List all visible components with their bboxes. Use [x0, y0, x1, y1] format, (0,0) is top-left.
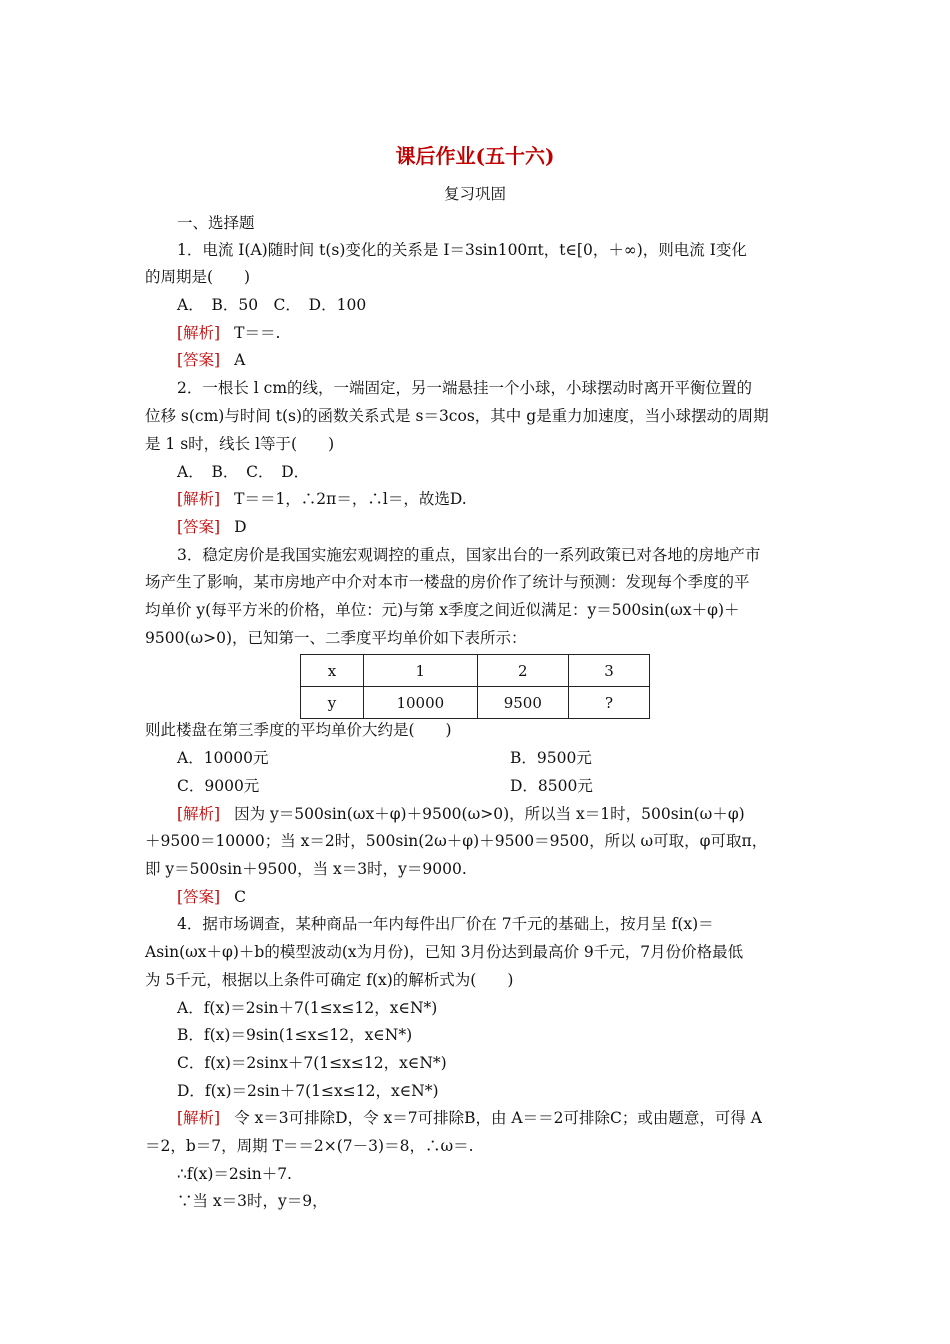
q2-stem-line1: 2．一根长 l cm的线，一端固定，另一端悬挂一个小球，小球摆动时离开平衡位置的	[177, 379, 753, 397]
table-cell: 1	[364, 655, 478, 687]
q3-answer	[177, 887, 246, 907]
table-row	[301, 687, 650, 719]
analysis-label: [解析]	[177, 490, 221, 508]
table-cell: y	[301, 687, 364, 719]
table-cell: 10000	[364, 687, 478, 719]
q4-analysis-line1	[177, 1108, 762, 1128]
section-heading: 一、选择题	[177, 214, 255, 232]
q1-stem-line2: 的周期是( )	[145, 268, 251, 286]
q3-stem-line1: 3．稳定房价是我国实施宏观调控的重点，国家出台的一系列政策已对各地的房地产市	[177, 546, 761, 564]
answer-label: [答案]	[177, 351, 221, 369]
q1-answer-text: A	[234, 351, 246, 369]
q2-analysis	[177, 489, 467, 509]
q2-analysis-text: T＝＝1，∴2π＝，∴l＝，故选D.	[234, 490, 467, 508]
q2-answer	[177, 517, 247, 537]
q3-option-d: D．8500元	[510, 777, 593, 795]
q2-answer-text: D	[234, 518, 247, 536]
q3-stem-line4: 9500(ω>0)，已知第一、二季度平均单价如下表所示：	[145, 629, 527, 647]
q3-analysis-line2: ＋9500＝10000；当 x＝2时，500sin(2ω＋φ)＋9500＝9500，所以 ω可取，φ可取π，	[145, 832, 768, 850]
analysis-label: [解析]	[177, 324, 221, 342]
q3-analysis-line3: 即 y＝500sin＋9500，当 x＝3时，y＝9000.	[145, 860, 467, 878]
q3-analysis-text: 因为 y＝500sin(ωx＋φ)＋9500(ω>0)，所以当 x＝1时，500sin(ω＋φ)	[234, 805, 745, 823]
q1-analysis	[177, 323, 280, 343]
table-row	[301, 655, 650, 687]
q1-analysis-text: T＝＝.	[234, 324, 281, 342]
q1-options: A． B．50 C． D．100	[177, 296, 367, 314]
q3-option-c: C．9000元	[177, 777, 260, 795]
table-cell: x	[301, 655, 364, 687]
q4-analysis-line2: ＝2，b＝7，周期 T＝＝2×(7－3)＝8，∴ω＝.	[145, 1137, 474, 1155]
q2-options: A． B． C． D．	[177, 463, 310, 481]
table-cell: 3	[569, 655, 650, 687]
q4-analysis-line3: ∴f(x)＝2sin＋7.	[177, 1165, 292, 1183]
q3-answer-text: C	[234, 888, 246, 906]
q1-stem-line1: 1．电流 I(A)随时间 t(s)变化的关系是 I＝3sin100πt，t∈[0，＋∞)，则电流 I变化	[177, 241, 747, 259]
q3-option-b: B．9500元	[510, 749, 592, 767]
q3-stem-line2: 场产生了影响，某市房地产中介对本市一楼盘的房价作了统计与预测：发现每个季度的平	[145, 573, 750, 591]
q4-stem-line2: Asin(ωx＋φ)＋b的模型波动(x为月份)，已知 3月份达到最高价 9千元，7月份价格最低	[145, 943, 744, 961]
q1-answer	[177, 350, 245, 370]
page-title: 课后作业(五十六)	[395, 144, 555, 168]
table-cell: 9500	[477, 687, 568, 719]
q3-analysis-line1	[177, 804, 745, 824]
q3-question: 则此楼盘在第三季度的平均单价大约是( )	[145, 721, 452, 739]
q4-option-d: D．f(x)＝2sin＋7(1≤x≤12，x∈N*)	[177, 1082, 439, 1100]
q2-stem-line3: 是 1 s时，线长 l等于( )	[145, 435, 335, 453]
q3-option-a: A．10000元	[177, 749, 269, 767]
q4-option-a: A．f(x)＝2sin＋7(1≤x≤12，x∈N*)	[177, 999, 438, 1017]
q3-price-table	[300, 654, 650, 719]
analysis-label: [解析]	[177, 1109, 221, 1127]
q4-option-c: C．f(x)＝2sinx＋7(1≤x≤12，x∈N*)	[177, 1054, 447, 1072]
table-cell: 2	[477, 655, 568, 687]
q4-stem-line3: 为 5千元，根据以上条件可确定 f(x)的解析式为( )	[145, 971, 514, 989]
table-cell: ?	[569, 687, 650, 719]
answer-label: [答案]	[177, 888, 221, 906]
q4-analysis-text: 令 x＝3可排除D，令 x＝7可排除B，由 A＝＝2可排除C；或由题意，可得 A	[234, 1109, 762, 1127]
q4-option-b: B．f(x)＝9sin(1≤x≤12，x∈N*)	[177, 1026, 413, 1044]
section-subtitle: 复习巩固	[443, 185, 506, 203]
answer-label: [答案]	[177, 518, 221, 536]
analysis-label: [解析]	[177, 805, 221, 823]
q4-stem-line1: 4．据市场调查，某种商品一年内每件出厂价在 7千元的基础上，按月呈 f(x)＝	[177, 915, 714, 933]
q3-stem-line3: 均单价 y(每平方米的价格，单位：元)与第 x季度之间近似满足：y＝500sin(ωx＋φ)＋	[145, 601, 740, 619]
q2-stem-line2: 位移 s(cm)与时间 t(s)的函数关系式是 s＝3cos，其中 g是重力加速度，当小球摆动的周期	[145, 407, 769, 425]
q4-analysis-line4: ∵当 x＝3时，y＝9，	[177, 1192, 328, 1210]
